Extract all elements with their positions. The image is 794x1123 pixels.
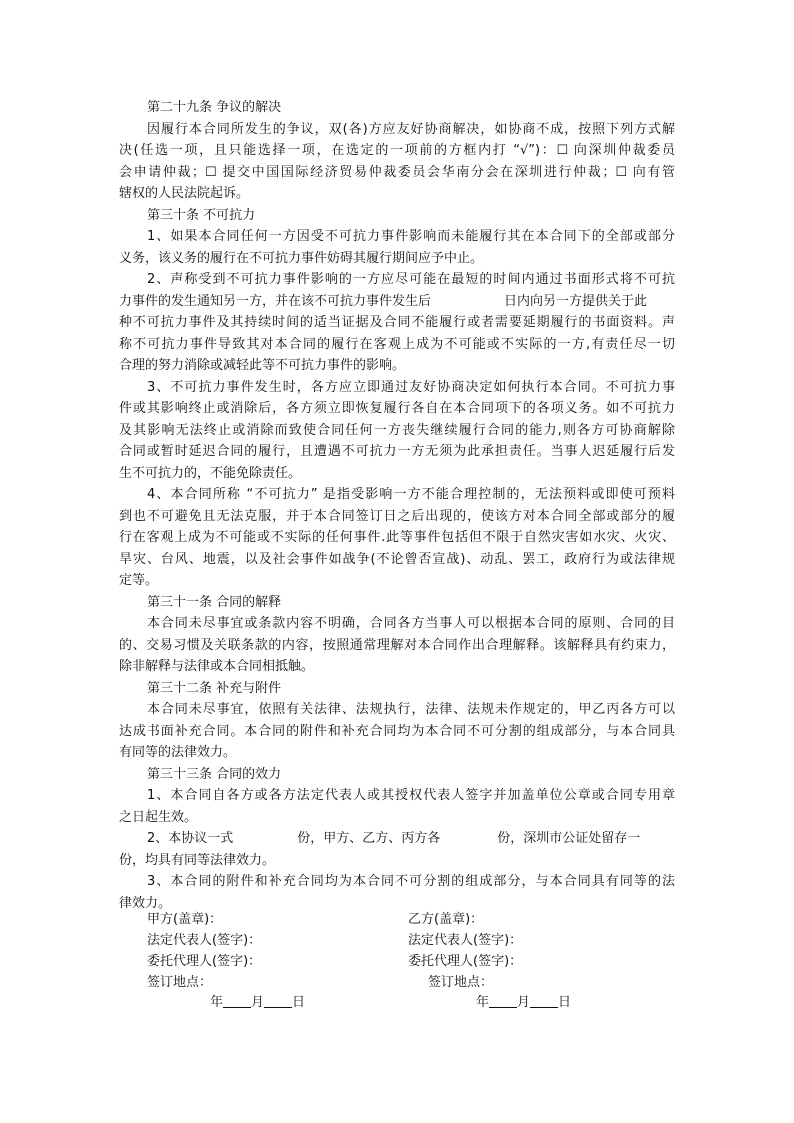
party-a-date bbox=[210, 992, 305, 1013]
article-30-p3-line-4: 合同或暂时延迟合同的履行，且遭遇不可抗力一方无须为此承担责任。当事人迟延履行后发 bbox=[119, 444, 675, 459]
article-33-p1-line-1: 1、本合同自各方或各方法定代表人或其授权代表人签字并加盖单位公章或合同专用章 bbox=[147, 788, 675, 803]
article-30-p4-line-2: 到也不可避免且无法克服，并于本合同签订日之后出现的，使该方对本合同全部或部分的履 bbox=[119, 508, 675, 524]
article-30-p4-line-1: 4、本合同所称 “不可抗力” 是指受影响一方不能合理控制的，无法预料或即使可预料 bbox=[147, 487, 675, 502]
party-b-day: 日 bbox=[558, 995, 572, 1010]
party-a-place-label: 签订地点： bbox=[147, 975, 213, 990]
article-30-p2-line-1: 2、声称受到不可抗力事件影响的一方应尽可能在最短的时间内通过书面形式将不可抗 bbox=[147, 272, 675, 287]
article-31-line-2: 的、交易习惯及关联条款的内容，按照通常理解对本合同作出合理解释。该解释具有约束力， bbox=[119, 637, 675, 653]
article-29-line-4: 辖权的人民法院起诉。 bbox=[119, 186, 250, 201]
party-b-legal-rep-label: 法定代表人(签字)： bbox=[408, 933, 523, 948]
article-31-line-1: 本合同未尽事宜或条款内容不明确，合同各方当事人可以根据本合同的原则、合同的目 bbox=[147, 616, 675, 631]
article-30-p2-line-2a: 力事件的发生通知另一方，并在该不可抗力事件发生后 bbox=[119, 293, 432, 309]
contract-page bbox=[119, 97, 675, 914]
article-31-line-3: 除非解释与法律或本合同相抵触。 bbox=[119, 659, 315, 674]
article-30-p2-line-4: 称不可抗力事件导致其对本合同的履行在客观上成为不可能或不实际的一方,有责任尽一切 bbox=[119, 336, 675, 352]
article-33-p2-line-2: 份，均具有同等法律效力。 bbox=[119, 852, 276, 868]
article-29-line-2: 决(任选一项，且只能选择一项，在选定的一项前的方框内打 “√”)：☐ 向深圳仲裁委员 bbox=[119, 143, 675, 158]
article-29-line-1: 因履行本合同所发生的争议，双(各)方应友好协商解决，如协商不成，按照下列方式解 bbox=[147, 121, 675, 137]
article-30-p1-line-1: 1、如果本合同任何一方因受不可抗力事件影响而未能履行其在本合同下的全部或部分 bbox=[147, 229, 675, 244]
party-b-date bbox=[476, 992, 571, 1013]
article-30-p1-line-2: 义务，该义务的履行在不可抗力事件妨碍其履行期间应予中止。 bbox=[119, 250, 484, 266]
article-30-p3-line-3: 及其影响无法终止或消除而致使合同任何一方丧失继续履行合同的能力,则各方可协商解除 bbox=[119, 422, 675, 438]
article-30-p4-line-5: 定等。 bbox=[119, 573, 159, 588]
party-a-day: 日 bbox=[292, 995, 306, 1010]
article-29-title: 第二十九条 争议的解决 bbox=[147, 100, 282, 115]
article-33-p3-line-2: 律效力。 bbox=[119, 895, 172, 911]
article-30-p3-line-1: 3、不可抗力事件发生时，各方应立即通过友好协商决定如何执行本合同。不可抗力事 bbox=[147, 379, 675, 395]
article-31-title: 第三十一条 合同的解释 bbox=[147, 594, 282, 610]
party-a-agent-label: 委托代理人(签字)： bbox=[147, 954, 262, 969]
article-32-line-2: 达成书面补充合同。本合同的附件和补充合同均为本合同不可分割的组成部分，与本合同具 bbox=[119, 723, 675, 739]
article-30-p2-line-3: 种不可抗力事件及其持续时间的适当证据及合同不能履行或者需要延期履行的书面资料。声 bbox=[119, 315, 675, 330]
article-30-p3-line-2: 件或其影响终止或消除后，各方须立即恢复履行各自在本合同项下的各项义务。如不可抗力 bbox=[119, 401, 675, 416]
article-33-p2-line-1 bbox=[119, 828, 675, 850]
party-a-legal-rep-label: 法定代表人(签字)： bbox=[147, 933, 262, 948]
article-29-line-3: 会申请仲裁；☐ 提交中国国际经济贸易仲裁委员会华南分会在深圳进行仲裁；☐ 向有管 bbox=[119, 164, 675, 180]
party-b-year: 年 bbox=[476, 995, 490, 1010]
article-30-p2-line-2b: 日内向另一方提供关于此 bbox=[504, 293, 648, 309]
party-b-month: 月 bbox=[517, 995, 531, 1010]
article-33-p3-line-1: 3、本合同的附件和补充合同均为本合同不可分割的组成部分，与本合同具有同等的法 bbox=[147, 874, 675, 889]
article-33-p1-line-2: 之日起生效。 bbox=[119, 809, 198, 825]
article-30-p3-line-5: 生不可抗力的，不能免除责任。 bbox=[119, 465, 302, 481]
article-30-p4-line-4: 旱灾、台风、地震，以及社会事件如战争(不论曾否宣战)、动乱、罢工，政府行为或法律规 bbox=[119, 551, 675, 567]
article-32-line-1: 本合同未尽事宜，依照有关法律、法规执行，法律、法规未作规定的，甲乙丙各方可以 bbox=[147, 702, 675, 717]
article-30-title: 第三十条 不可抗力 bbox=[147, 207, 256, 223]
party-a-month: 月 bbox=[251, 995, 265, 1010]
party-b-place-label: 签订地点： bbox=[428, 975, 494, 990]
party-a-month-blank bbox=[223, 993, 251, 1008]
article-32-line-3: 有同等的法律效力。 bbox=[119, 745, 237, 760]
article-32-title: 第三十二条 补充与附件 bbox=[147, 680, 282, 696]
article-30-p2-line-2 bbox=[119, 291, 675, 313]
party-a-year: 年 bbox=[210, 995, 224, 1010]
article-33-title: 第三十三条 合同的效力 bbox=[147, 766, 282, 782]
party-b-seal-label: 乙方(盖章)： bbox=[408, 912, 484, 927]
party-a-day-blank bbox=[264, 993, 292, 1008]
party-b-month-blank bbox=[489, 993, 517, 1008]
party-a-seal-label: 甲方(盖章)： bbox=[147, 912, 223, 927]
article-33-p2-part-c: 份，深圳市公证处留存一 bbox=[497, 831, 641, 846]
article-33-p2-part-b: 份，甲方、乙方、丙方各 bbox=[297, 831, 441, 846]
article-30-p2-line-5: 合理的努力消除或减轻此等不可抗力事件的影响。 bbox=[119, 358, 406, 373]
party-b-day-blank bbox=[530, 993, 558, 1008]
article-30-p4-line-3: 行在客观上成为不可能或不实际的任何事件.此等事件包括但不限于自然灾害如水灾、火灾、 bbox=[119, 530, 675, 545]
article-33-p2-part-a: 2、本协议一式 bbox=[147, 831, 234, 846]
party-b-agent-label: 委托代理人(签字)： bbox=[408, 954, 523, 969]
